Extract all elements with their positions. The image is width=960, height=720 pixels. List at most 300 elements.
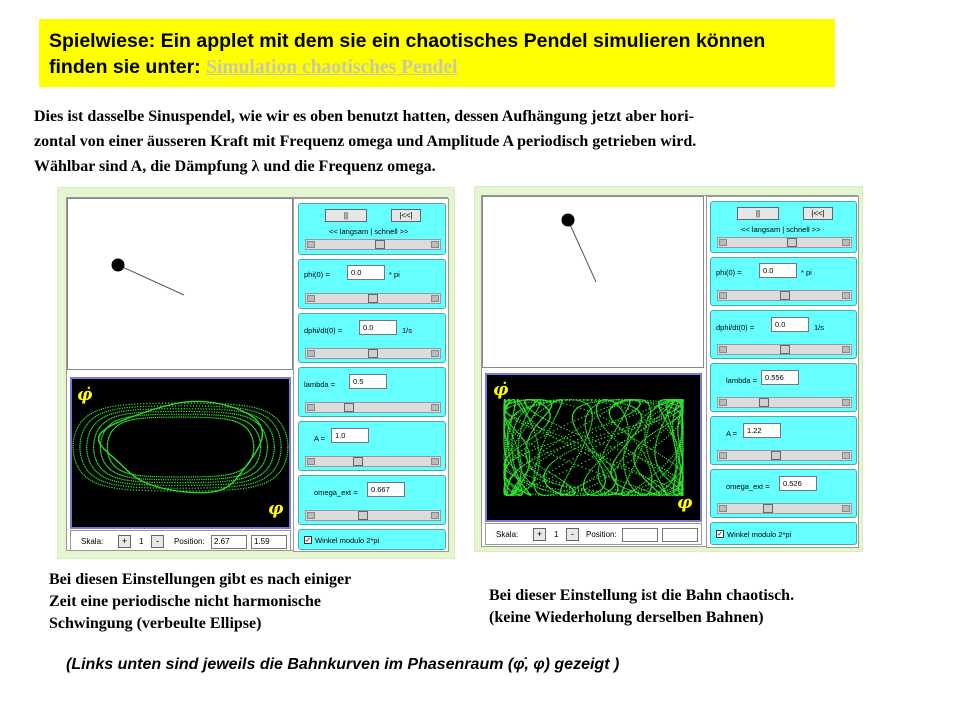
trajectory-point [154,482,155,483]
trajectory-point [265,457,266,458]
zoom-in-button[interactable]: + [118,535,131,548]
trajectory-point [269,428,270,429]
trajectory-point [670,466,671,467]
trajectory-point [111,487,112,488]
trajectory-point [261,414,262,415]
trajectory-point [276,475,277,476]
trajectory-point [180,490,181,491]
trajectory-point [202,417,203,418]
trajectory-point [531,401,532,402]
trajectory-point [236,410,237,411]
trajectory-point [81,472,82,473]
trajectory-point [151,479,152,480]
position-x-field[interactable]: 2.67 [211,535,247,549]
trajectory-point [597,483,598,484]
trajectory-point [535,434,536,435]
trajectory-point [642,411,643,412]
trajectory-point [538,449,539,450]
phi0-slider[interactable] [305,293,441,304]
trajectory-point [287,449,288,450]
trajectory-point [606,419,607,420]
trajectory-point [674,411,675,412]
trajectory-point [534,458,535,459]
trajectory-point [85,476,86,477]
trajectory-point [622,430,623,431]
trajectory-point [274,445,275,446]
trajectory-point [660,477,661,478]
trajectory-point [171,488,172,489]
trajectory-point [215,487,216,488]
trajectory-point [520,458,521,459]
trajectory-point [541,429,542,430]
trajectory-point [510,476,511,477]
trajectory-point [626,415,627,416]
trajectory-point [161,479,162,480]
trajectory-point [109,486,110,487]
trajectory-point [225,484,226,485]
trajectory-point [134,484,135,485]
trajectory-point [624,492,625,493]
trajectory-point [125,410,126,411]
trajectory-point [223,475,224,476]
trajectory-point [521,477,522,478]
trajectory-point [682,473,683,474]
trajectory-point [164,414,165,415]
dphi0-slider[interactable] [305,348,441,359]
trajectory-point [153,487,154,488]
trajectory-point [636,413,637,414]
trajectory-point [180,488,181,489]
trajectory-point [238,470,239,471]
trajectory-point [240,408,241,409]
trajectory-point [87,438,88,439]
trajectory-point [111,423,112,424]
reset-button[interactable]: |<<| [391,209,421,222]
trajectory-point [213,484,214,485]
trajectory-point [120,478,121,479]
trajectory-point [280,451,281,452]
trajectory-point [83,419,84,420]
trajectory-point [644,481,645,482]
trajectory-point [111,418,112,419]
trajectory-point [211,414,212,415]
trajectory-point [136,418,137,419]
trajectory-point [247,422,248,423]
trajectory-point [570,436,571,437]
trajectory-point [524,490,525,491]
trajectory-point [616,428,617,429]
trajectory-point [606,462,607,463]
trajectory-point [151,406,152,407]
trajectory-point [633,490,634,491]
trajectory-point [267,443,268,444]
trajectory-point [584,409,585,410]
trajectory-point [609,433,610,434]
trajectory-point [529,451,530,452]
trajectory-point [591,492,592,493]
trajectory-point [630,439,631,440]
trajectory-point [100,474,101,475]
trajectory-point [143,409,144,410]
trajectory-point [580,433,581,434]
pendulum-bob[interactable] [112,259,125,272]
trajectory-point [83,430,84,431]
trajectory-point [94,457,95,458]
trajectory-point [121,414,122,415]
trajectory-point [92,475,93,476]
trajectory-point [577,434,578,435]
trajectory-point [510,461,511,462]
trajectory-point [672,456,673,457]
trajectory-point [640,450,641,451]
trajectory-point [168,479,169,480]
trajectory-point [520,431,521,432]
position-y-field[interactable]: 1.59 [251,535,287,549]
trajectory-point [594,405,595,406]
trajectory-point [245,472,246,473]
trajectory-point [677,475,678,476]
trajectory-point [528,423,529,424]
trajectory-point [640,458,641,459]
trajectory-point [259,439,260,440]
trajectory-point [243,420,244,421]
trajectory-point [536,438,537,439]
trajectory-point [581,417,582,418]
trajectory-point [278,431,279,432]
trajectory-point [575,442,576,443]
trajectory-point [285,462,286,463]
trajectory-point [658,423,659,424]
trajectory-point [87,470,88,471]
trajectory-point [245,416,246,417]
trajectory-point [96,432,97,433]
trajectory-point [267,451,268,452]
trajectory-point [682,441,683,442]
trajectory-point [273,443,274,444]
trajectory-point [148,409,149,410]
lambda-input[interactable]: 0.5 [349,374,387,389]
trajectory-point [239,405,240,406]
trajectory-point [130,473,131,474]
trajectory-point [592,437,593,438]
pendulum-bob[interactable] [562,214,575,227]
trajectory-point [115,467,116,468]
trajectory-point [232,407,233,408]
speed-slider[interactable] [305,239,441,250]
trajectory-point [280,423,281,424]
trajectory-point [194,417,195,418]
trajectory-point [638,441,639,442]
trajectory-point [531,423,532,424]
trajectory-point [518,460,519,461]
trajectory-point [637,458,638,459]
trajectory-point [598,476,599,477]
trajectory-point [209,408,210,409]
amplitude-slider[interactable] [305,456,441,467]
trajectory-point [177,482,178,483]
trajectory-point [508,450,509,451]
trajectory-point [217,475,218,476]
trajectory-point [136,490,137,491]
trajectory-point [156,479,157,480]
trajectory-point [621,418,622,419]
trajectory-point [86,449,87,450]
trajectory-point [524,413,525,414]
trajectory-point [587,474,588,475]
trajectory-point [238,488,239,489]
zoom-out-button[interactable]: - [151,535,164,548]
trajectory-point [128,486,129,487]
trajectory-point [145,409,146,410]
trajectory-point [589,440,590,441]
trajectory-point [269,413,270,414]
trajectory-point [524,428,525,429]
trajectory-point [677,433,678,434]
trajectory-point [130,416,131,417]
trajectory-point [617,445,618,446]
trajectory-point [154,476,155,477]
trajectory-point [514,439,515,440]
trajectory-point [242,473,243,474]
trajectory-point [133,489,134,490]
trajectory-point [227,480,228,481]
trajectory-point [528,417,529,418]
trajectory-point [94,454,95,455]
trajectory-point [611,475,612,476]
trajectory-point [533,430,534,431]
trajectory-point [203,476,204,477]
trajectory-point [512,454,513,455]
trajectory-point [181,402,182,403]
trajectory-point [240,423,241,424]
trajectory-point [183,416,184,417]
trajectory-point [134,412,135,413]
trajectory-point [264,433,265,434]
trajectory-point [571,446,572,447]
trajectory-point [515,429,516,430]
trajectory-point [628,414,629,415]
trajectory-point [260,475,261,476]
trajectory-point [608,423,609,424]
trajectory-point [268,418,269,419]
trajectory-point [129,477,130,478]
trajectory-point [119,415,120,416]
trajectory-point [174,485,175,486]
trajectory-point [206,479,207,480]
trajectory-point [145,417,146,418]
pause-button[interactable]: || [325,209,367,222]
omega-input[interactable]: 0.667 [367,482,405,497]
trajectory-point [602,495,603,496]
trajectory-point [109,434,110,435]
trajectory-point [264,471,265,472]
trajectory-point [107,441,108,442]
trajectory-point [617,403,618,404]
trajectory-point [220,484,221,485]
trajectory-point [90,480,91,481]
trajectory-point [106,411,107,412]
lambda-slider[interactable] [305,402,441,413]
trajectory-point [640,399,641,400]
right-pendulum-svg [483,197,705,369]
trajectory-point [521,409,522,410]
trajectory-point [229,486,230,487]
trajectory-point [526,462,527,463]
trajectory-point [634,400,635,401]
trajectory-point [164,408,165,409]
trajectory-point [620,408,621,409]
trajectory-point [146,403,147,404]
trajectory-point [93,425,94,426]
trajectory-point [508,447,509,448]
trajectory-point [277,473,278,474]
trajectory-point [236,476,237,477]
trajectory-point [520,414,521,415]
trajectory-point [247,417,248,418]
trajectory-point [171,476,172,477]
trajectory-point [270,414,271,415]
trajectory-point [604,464,605,465]
simulation-link[interactable]: Simulation chaotisches Pendel [206,57,458,78]
trajectory-point [544,445,545,446]
trajectory-point [250,479,251,480]
trajectory-point [168,485,169,486]
trajectory-point [73,449,74,450]
trajectory-point [599,399,600,400]
trajectory-point [102,412,103,413]
trajectory-point [516,483,517,484]
trajectory-point [214,476,215,477]
trajectory-point [265,416,266,417]
trajectory-point [223,412,224,413]
trajectory-point [210,417,211,418]
omega-slider[interactable] [305,510,441,521]
trajectory-point [229,489,230,490]
trajectory-point [256,416,257,417]
trajectory-point [227,406,228,407]
trajectory-point [650,472,651,473]
trajectory-point [110,406,111,407]
trajectory-point [287,440,288,441]
trajectory-point [267,412,268,413]
trajectory-point [100,441,101,442]
trajectory-point [116,416,117,417]
trajectory-point [538,467,539,468]
trajectory-point [258,475,259,476]
trajectory-point [272,436,273,437]
trajectory-point [117,468,118,469]
trajectory-point [119,411,120,412]
trajectory-point [225,403,226,404]
trajectory-point [262,472,263,473]
trajectory-point [263,415,264,416]
trajectory-point [214,411,215,412]
trajectory-point [280,444,281,445]
amplitude-input[interactable]: 1.0 [331,428,369,443]
trajectory-point [242,412,243,413]
trajectory-point [133,409,134,410]
trajectory-point [215,484,216,485]
trajectory-point [112,409,113,410]
trajectory-point [615,429,616,430]
trajectory-point [204,414,205,415]
trajectory-point [511,440,512,441]
trajectory-point [155,417,156,418]
trajectory-point [616,457,617,458]
trajectory-point [596,411,597,412]
trajectory-point [88,434,89,435]
trajectory-point [556,442,557,443]
skala-value: 1 [139,537,144,546]
trajectory-point [235,421,236,422]
trajectory-point [661,416,662,417]
trajectory-point [253,482,254,483]
trajectory-point [216,406,217,407]
trajectory-point [253,467,254,468]
trajectory-point [155,414,156,415]
trajectory-point [205,485,206,486]
trajectory-point [157,490,158,491]
trajectory-point [654,474,655,475]
trajectory-point [155,411,156,412]
dphi0-input[interactable]: 0.0 [359,320,397,335]
trajectory-point [113,484,114,485]
trajectory-point [672,426,673,427]
amplitude-label: A = [314,434,326,443]
trajectory-point [258,424,259,425]
trajectory-point [263,421,264,422]
trajectory-point [592,485,593,486]
trajectory-point [530,466,531,467]
trajectory-point [262,465,263,466]
trajectory-point [532,466,533,467]
trajectory-point [601,425,602,426]
trajectory-point [125,476,126,477]
trajectory-point [626,442,627,443]
trajectory-point [87,415,88,416]
winkel-checkbox[interactable]: ✓ [305,537,311,544]
trajectory-point [182,479,183,480]
trajectory-point [554,451,555,452]
trajectory-point [615,420,616,421]
trajectory-point [586,487,587,488]
trajectory-point [220,490,221,491]
trajectory-point [259,425,260,426]
trajectory-point [649,408,650,409]
trajectory-point [192,479,193,480]
trajectory-point [170,479,171,480]
trajectory-point [577,441,578,442]
trajectory-point [163,479,164,480]
trajectory-point [202,414,203,415]
trajectory-point [523,412,524,413]
trajectory-point [247,471,248,472]
trajectory-point [166,405,167,406]
trajectory-point [256,432,257,433]
trajectory-point [119,408,120,409]
trajectory-point [630,451,631,452]
trajectory-point [525,414,526,415]
trajectory-point [124,483,125,484]
trajectory-point [267,449,268,450]
phi0-input[interactable]: 0.0 [347,265,385,280]
trajectory-point [259,437,260,438]
trajectory-point [260,450,261,451]
trajectory-point [538,468,539,469]
trajectory-point [596,414,597,415]
trajectory-point [265,436,266,437]
trajectory-point [521,444,522,445]
